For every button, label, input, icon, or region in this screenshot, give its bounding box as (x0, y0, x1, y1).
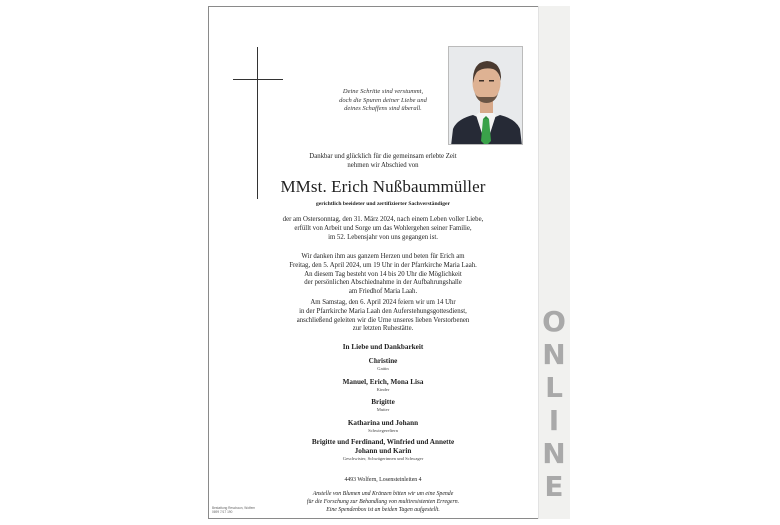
cross-icon-bar (233, 79, 283, 80)
quote-line: doch die Spuren deiner Liebe und (339, 96, 427, 104)
relative-names: Katharina und Johann (347, 419, 419, 427)
family-address: 4493 Wolfern, Losensteinleiten 4 (344, 477, 422, 483)
funeral-paragraph (228, 299, 538, 334)
relative-role: Mutter (376, 407, 390, 412)
intro-text (228, 152, 538, 170)
online-letter: I (548, 404, 560, 437)
relative-role: Gattin (377, 366, 389, 371)
relative-role: Kinder (376, 387, 390, 392)
intro-line: nehmen wir Abschied von (347, 162, 419, 169)
deceased-name: MMst. Erich Nußbaummüller (280, 177, 486, 196)
online-letter: O (542, 305, 566, 338)
portrait-illustration (449, 47, 523, 145)
quote-line: Deine Schritte sind verstummt, (342, 88, 424, 95)
memorial-quote (318, 88, 448, 114)
online-letter: L (545, 371, 563, 404)
death-notice-paragraph (228, 216, 538, 242)
paragraph-line: im 52. Lebensjahr von uns gegangen ist. (328, 233, 438, 241)
online-letter: N (542, 437, 566, 470)
paragraph-line: in der Pfarrkirche Maria Laah den Auferstehungsgottesdienst, (299, 307, 467, 315)
quote-line: deines Schaffens sind überall. (344, 105, 422, 113)
online-letter: E (544, 470, 564, 503)
relative-names: Brigitte und Ferdinand, Winfried und Annette (311, 438, 455, 446)
paragraph-line: Am Samstag, den 6. April 2024 feiern wir um 14 Uhr (310, 299, 456, 306)
paragraph-line: Wir danken ihm aus ganzem Herzen und beten für Erich am (301, 253, 465, 260)
donation-note (228, 491, 538, 514)
paragraph-line: der am Ostersonntag, den 31. März 2024, nach einem Leben voller Liebe, (282, 216, 484, 223)
paragraph-line: zur letzten Ruhestätte. (352, 325, 414, 333)
prayer-paragraph (228, 253, 538, 297)
intro-line: Dankbar und glücklich für die gemeinsam erlebte Zeit (309, 153, 457, 160)
relative-entry (228, 419, 538, 434)
paragraph-line: der persönlichen Abschiednahme in der Aufbahrungshalle (304, 279, 462, 287)
donation-line: Anstelle von Blumen und Kränzen bitten wir um eine Spende (312, 491, 454, 497)
donation-line: für die Forschung zur Behandlung von multiresistenten Erregern. (306, 498, 460, 505)
deceased-profession: gerichtlich beeideter und zertifizierter Sachverständiger (315, 201, 450, 207)
paragraph-line: anschließend geleiten wir die Urne unseres lieben Verstorbenen (296, 316, 470, 324)
relative-names: Manuel, Erich, Mona Lisa (342, 378, 424, 386)
relative-role: Geschwister, Schwägerinnen und Schwager (342, 456, 424, 461)
relative-names: Brigitte (371, 398, 395, 406)
relative-entry (228, 357, 538, 372)
imprint-line: 0699 7/17 190 (212, 510, 233, 515)
relative-entry (228, 438, 538, 462)
paragraph-line: am Friedhof Maria Laah. (348, 288, 418, 296)
online-letter: N (542, 338, 566, 371)
mourning-heading: In Liebe und Dankbarkeit (342, 343, 424, 351)
portrait-photo (448, 46, 523, 145)
relative-entry (228, 398, 538, 413)
relative-entry (228, 378, 538, 393)
paragraph-line: Freitag, den 5. April 2024, um 19 Uhr in der Pfarrkirche Maria Laah. (289, 261, 477, 269)
paragraph-line: An diesem Tag besteht von 14 bis 20 Uhr die Möglichkeit (304, 270, 462, 278)
relative-names: Christine (368, 357, 398, 365)
relative-role: Schwiegereltern (368, 428, 398, 433)
online-watermark (541, 305, 567, 503)
donation-line: Eine Spendenbox ist an beiden Tagen aufgestellt. (326, 506, 440, 513)
relative-names: Johann und Karin (354, 447, 412, 455)
undertaker-imprint (212, 506, 255, 514)
paragraph-line: erfüllt von Arbeit und Sorge um das Wohlergehen seiner Familie, (294, 224, 472, 232)
imprint-line: Bestattung Reschaun, Wolfern (212, 506, 256, 510)
